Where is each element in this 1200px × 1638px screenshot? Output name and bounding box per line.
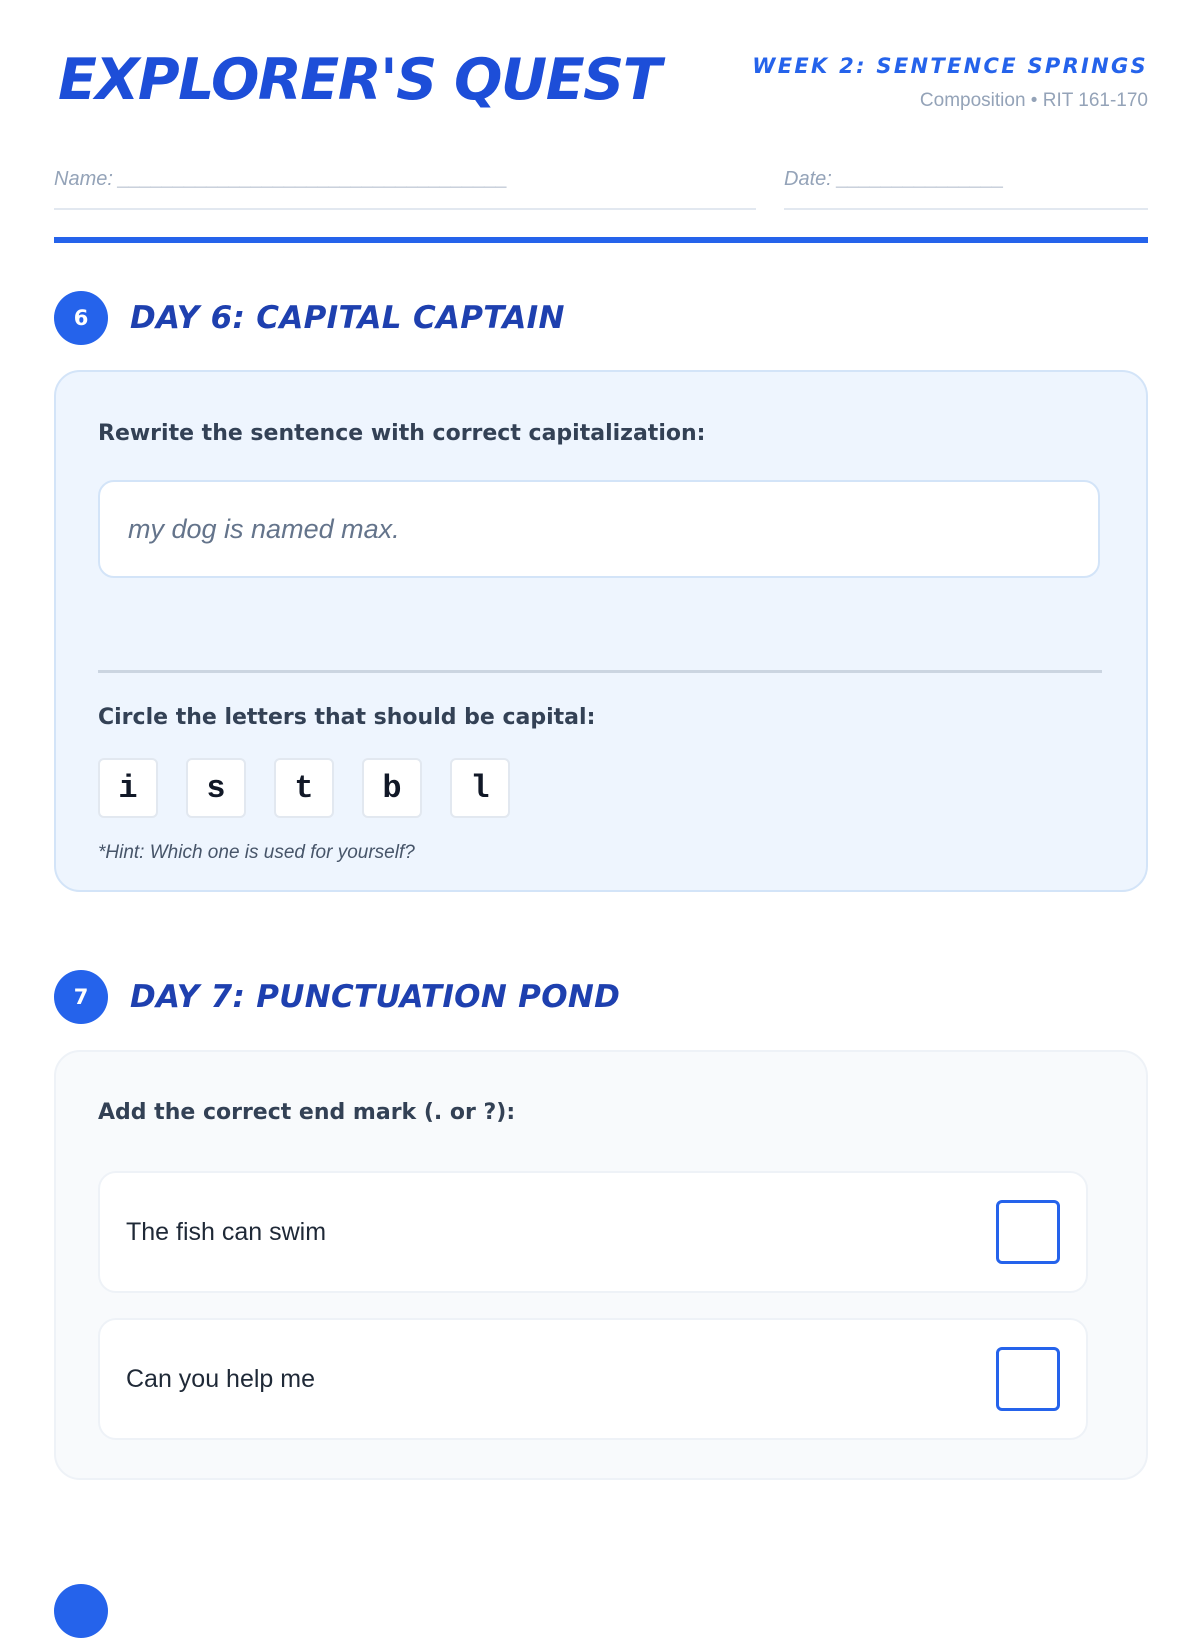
letter-option[interactable]: t [274, 758, 334, 818]
date-field[interactable] [784, 168, 1148, 210]
worksheet-page [54, 0, 1148, 1600]
letter-options [98, 758, 538, 818]
day7-heading [54, 970, 620, 1024]
day6-heading [54, 291, 565, 345]
sentence-row [98, 1318, 1088, 1440]
answer-write-line[interactable] [98, 670, 1102, 673]
letter-option[interactable]: b [362, 758, 422, 818]
letter-option[interactable]: i [98, 758, 158, 818]
day6-card [54, 370, 1148, 892]
header-divider [54, 237, 1148, 243]
day6-badge: 6 [54, 291, 108, 345]
date-label: Date: _______________ [784, 168, 1005, 190]
day7-title: DAY 7: PUNCTUATION POND [130, 978, 621, 1015]
sentence-text: The fish can swim [126, 1217, 327, 1246]
hint-text: *Hint: Which one is used for yourself? [98, 842, 415, 863]
subject-level: Composition • RIT 161-170 [919, 90, 1148, 111]
sentence-row [98, 1171, 1088, 1293]
sentence-text: Can you help me [126, 1364, 316, 1393]
day6-title: DAY 6: CAPITAL CAPTAIN [130, 299, 565, 336]
day7-badge: 7 [54, 970, 108, 1024]
name-field[interactable] [54, 168, 756, 210]
week-label: WEEK 2: SENTENCE SPRINGS [752, 54, 1148, 78]
end-mark-prompt: Add the correct end mark (. or ?): [98, 1100, 516, 1125]
rewrite-prompt: Rewrite the sentence with correct capitalization: [98, 421, 706, 446]
sentence-box [98, 480, 1100, 578]
name-label: Name: ___________________________________ [54, 168, 508, 190]
header-meta [752, 56, 1148, 110]
day7-card [54, 1050, 1148, 1480]
end-mark-box[interactable] [996, 1200, 1060, 1264]
next-day-badge [54, 1584, 108, 1638]
end-mark-box[interactable] [996, 1347, 1060, 1411]
letter-option[interactable]: s [186, 758, 246, 818]
letter-option[interactable]: l [450, 758, 510, 818]
circle-prompt: Circle the letters that should be capital: [98, 705, 596, 730]
sentence-text: my dog is named max. [128, 513, 400, 544]
worksheet-title: EXPLORER'S QUEST [58, 47, 661, 113]
